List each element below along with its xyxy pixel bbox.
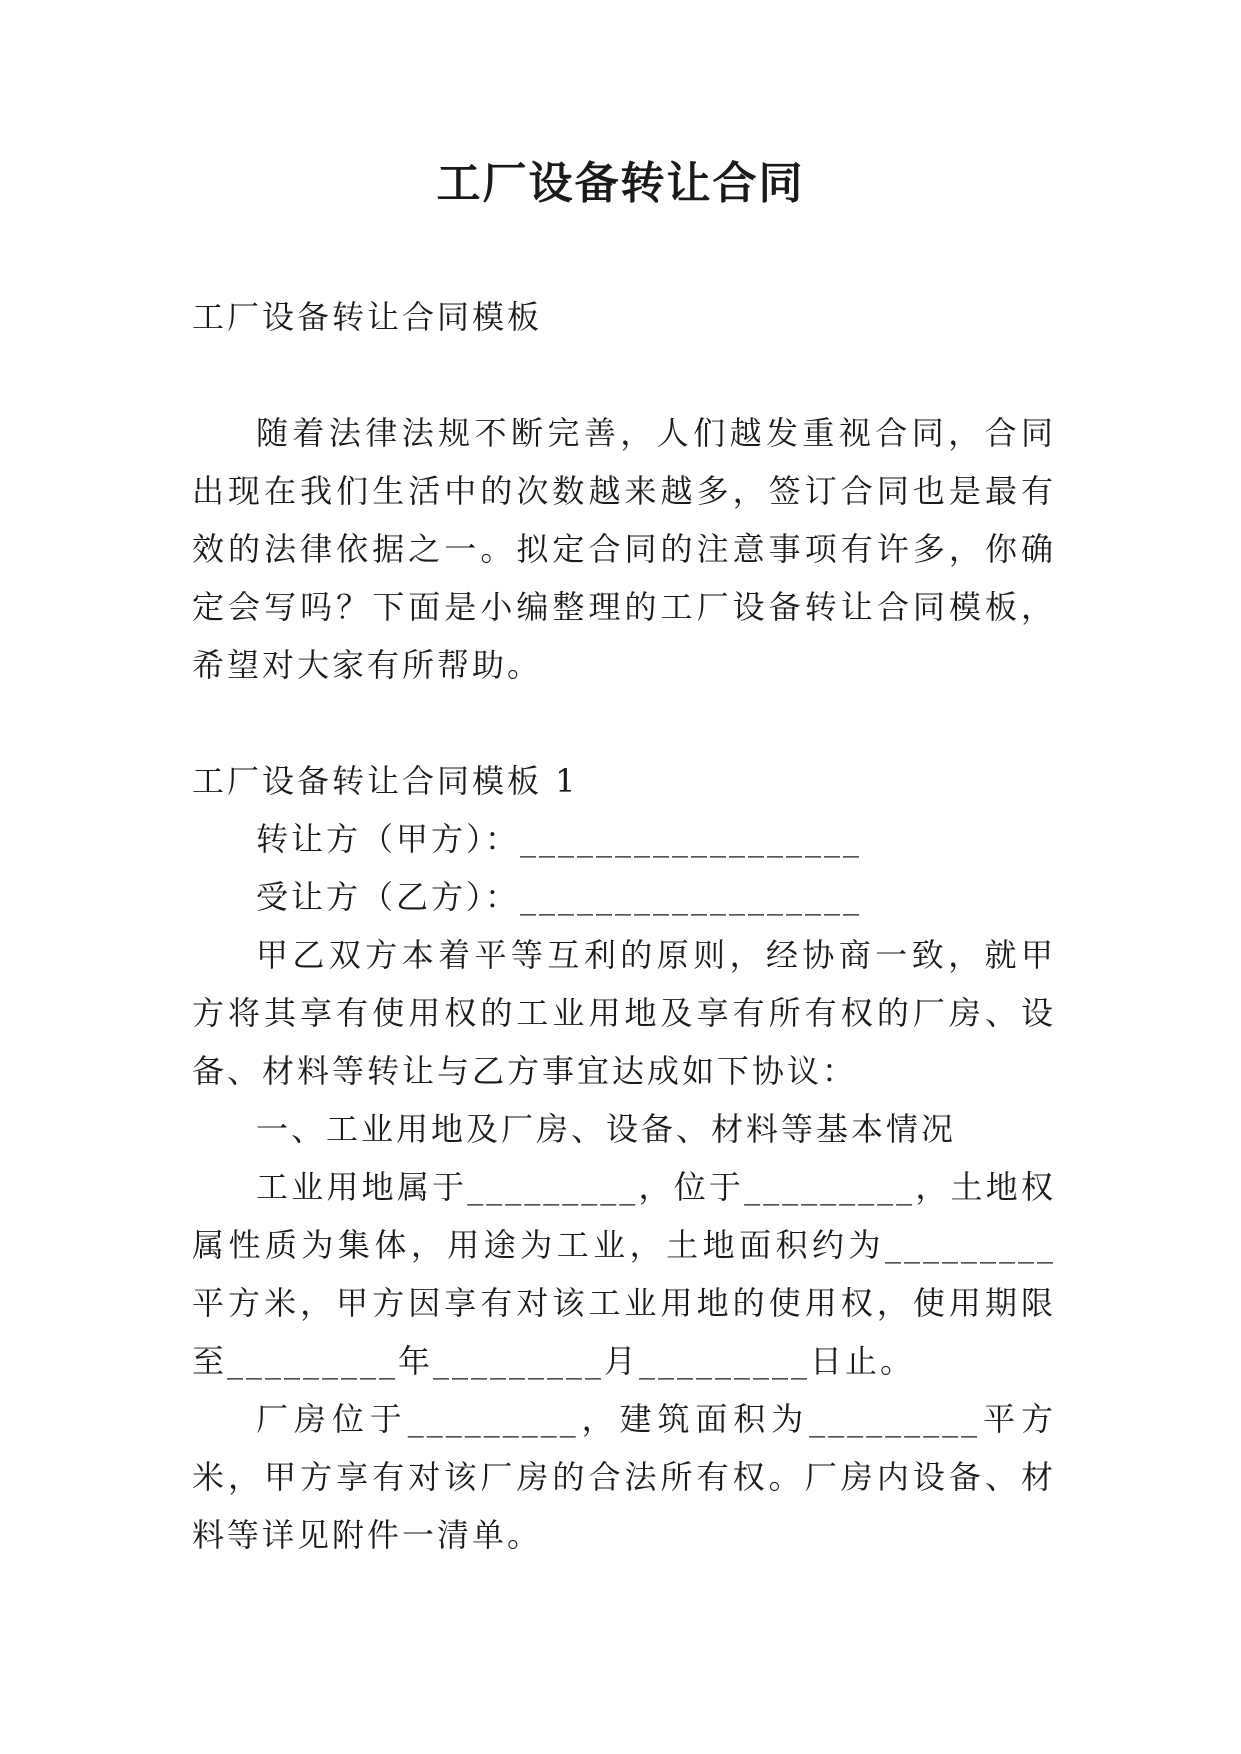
party-b-line: 受让方（乙方）：__________________ [256, 878, 863, 916]
section-heading: 工厂设备转让合同模板 1 [192, 762, 579, 800]
intro-paragraph: 随着法律法规不断完善，人们越发重视合同，合同出现在我们生活中的次数越来越多，签订合同也是最有效的法律依据之一。拟定合同的注意事项有许多，你确定会写吗？下面是小编整理的工厂设备转让合同模板，希望对大家有所帮助。 [192, 414, 1056, 684]
party-a-line: 转让方（甲方）：__________________ [256, 820, 863, 858]
document-body [192, 288, 1056, 1564]
agreement-intro-paragraph: 甲乙双方本着平等互利的原则，经协商一致，就甲方将其享有使用权的工业用地及享有所有权的厂房、设备、材料等转让与乙方事宜达成如下协议： [192, 936, 1056, 1090]
factory-clause-paragraph: 厂房位于_________，建筑面积为_________平方米，甲方享有对该厂房的合法所有权。厂房内设备、材料等详见附件一清单。 [192, 1400, 1056, 1554]
land-clause-paragraph: 工业用地属于_________，位于_________，土地权属性质为集体，用途为工业，土地面积约为_________平方米，甲方因享有对该工业用地的使用权，使用期限至_________年_________月_________日止。 [192, 1168, 1056, 1380]
document-title: 工厂设备转让合同 [436, 158, 805, 209]
clause-one-heading: 一、工业用地及厂房、设备、材料等基本情况 [256, 1110, 957, 1148]
document-subtitle: 工厂设备转让合同模板 [192, 298, 543, 336]
